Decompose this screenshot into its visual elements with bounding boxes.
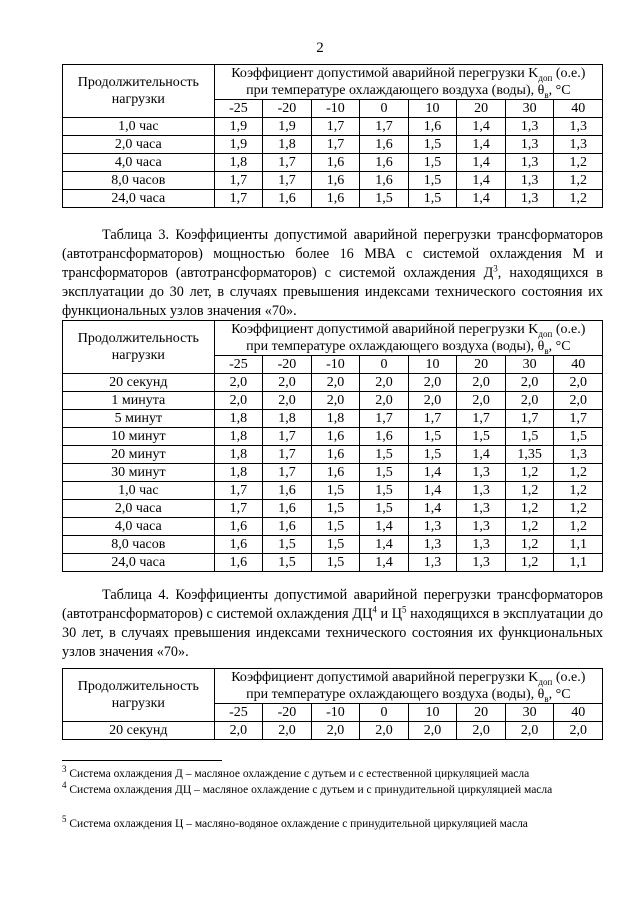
value-cell: 2,0	[214, 392, 263, 410]
table-row	[63, 410, 603, 428]
value-cell: 1,7	[505, 410, 554, 428]
value-cell: 1,5	[505, 428, 554, 446]
value-cell: 1,5	[408, 136, 457, 154]
value-cell: 1,3	[408, 536, 457, 554]
table-row	[63, 518, 603, 536]
temperature-cell: 10	[408, 704, 457, 722]
value-cell: 1,7	[214, 482, 263, 500]
value-cell: 1,6	[311, 172, 360, 190]
temperature-cell: -20	[263, 100, 312, 118]
table-row	[63, 172, 603, 190]
table-3	[62, 320, 603, 572]
value-cell: 2,0	[505, 392, 554, 410]
footnote-separator	[62, 760, 222, 761]
value-cell: 2,0	[408, 374, 457, 392]
value-cell: 1,5	[311, 536, 360, 554]
table-row	[63, 428, 603, 446]
temperature-cell: 30	[505, 704, 554, 722]
row-label: 20 минут	[63, 446, 215, 464]
value-cell: 1,5	[360, 482, 409, 500]
temperature-cell: 20	[457, 100, 506, 118]
value-cell: 1,5	[263, 554, 312, 572]
value-cell: 1,8	[214, 464, 263, 482]
row-label: 20 секунд	[63, 374, 215, 392]
temperature-cell: 0	[360, 356, 409, 374]
temperature-cell: -25	[214, 704, 263, 722]
header-row	[63, 321, 603, 356]
value-cell: 1,2	[505, 518, 554, 536]
table-row	[63, 464, 603, 482]
value-cell: 1,3	[457, 536, 506, 554]
value-cell: 1,4	[457, 446, 506, 464]
value-cell: 1,2	[505, 536, 554, 554]
value-cell: 1,6	[311, 190, 360, 208]
table-row	[63, 136, 603, 154]
table-row	[63, 722, 603, 740]
value-cell: 1,5	[408, 172, 457, 190]
table-row	[63, 554, 603, 572]
value-cell: 1,7	[311, 118, 360, 136]
value-cell: 1,5	[360, 446, 409, 464]
value-cell: 1,6	[263, 518, 312, 536]
value-cell: 1,2	[554, 500, 603, 518]
value-cell: 1,3	[457, 518, 506, 536]
value-cell: 1,7	[263, 172, 312, 190]
value-cell: 1,3	[554, 446, 603, 464]
value-cell: 2,0	[554, 374, 603, 392]
table-row	[63, 374, 603, 392]
temperature-cell: -25	[214, 356, 263, 374]
value-cell: 1,7	[263, 446, 312, 464]
value-cell: 1,6	[360, 136, 409, 154]
temperature-cell: -25	[214, 100, 263, 118]
value-cell: 1,4	[360, 518, 409, 536]
value-cell: 1,2	[505, 500, 554, 518]
value-cell: 1,6	[311, 154, 360, 172]
value-cell: 1,6	[214, 518, 263, 536]
value-cell: 1,2	[505, 464, 554, 482]
value-cell: 1,5	[311, 482, 360, 500]
temperature-cell: 40	[554, 704, 603, 722]
value-cell: 2,0	[214, 722, 263, 740]
value-cell: 1,5	[457, 428, 506, 446]
value-cell: 2,0	[408, 392, 457, 410]
temperature-cell: 20	[457, 356, 506, 374]
row-label: 1,0 час	[63, 482, 215, 500]
value-cell: 1,8	[263, 136, 312, 154]
value-cell: 1,5	[408, 154, 457, 172]
value-cell: 1,7	[214, 190, 263, 208]
value-cell: 1,5	[360, 500, 409, 518]
value-cell: 1,4	[457, 154, 506, 172]
value-cell: 1,3	[457, 554, 506, 572]
row-label: 24,0 часа	[63, 554, 215, 572]
value-cell: 1,2	[554, 464, 603, 482]
temperature-cell: 10	[408, 356, 457, 374]
value-cell: 1,3	[554, 136, 603, 154]
value-cell: 2,0	[505, 374, 554, 392]
value-cell: 1,8	[263, 410, 312, 428]
value-cell: 2,0	[408, 722, 457, 740]
row-label: 1,0 час	[63, 118, 215, 136]
value-cell: 1,6	[311, 428, 360, 446]
value-cell: 1,7	[214, 172, 263, 190]
row-label: 8,0 часов	[63, 536, 215, 554]
value-cell: 1,6	[311, 446, 360, 464]
value-cell: 1,7	[360, 410, 409, 428]
value-cell: 2,0	[457, 722, 506, 740]
value-cell: 1,7	[214, 500, 263, 518]
temperature-cell: 0	[360, 100, 409, 118]
value-cell: 1,6	[214, 536, 263, 554]
temperature-cell: 20	[457, 704, 506, 722]
value-cell: 1,6	[263, 500, 312, 518]
table-4-caption: Таблица 4. Коэффициенты допустимой аварийной перегрузки трансформаторов (автотрансформаторов) с системой охлаждения $ДЦ^4$ и $Ц^5$ находящихся в эксплуатации до 30 лет, в случаях превышения индексами технического состояния их функциональных узлов значения «70».	[62, 587, 603, 660]
value-cell: 1,3	[457, 482, 506, 500]
value-cell: 2,0	[360, 392, 409, 410]
value-cell: 1,2	[505, 482, 554, 500]
duration-header: Продолжительность нагрузки	[63, 669, 215, 722]
value-cell: 1,1	[554, 554, 603, 572]
footnote-3: $^3$ Система охлаждения Д – масляное охлаждение с дутьем и с естественной циркуляцией масла	[62, 764, 530, 780]
value-cell: 1,5	[263, 536, 312, 554]
row-label: 4,0 часа	[63, 518, 215, 536]
value-cell: 1,7	[408, 410, 457, 428]
value-cell: 1,35	[505, 446, 554, 464]
value-cell: 1,4	[408, 482, 457, 500]
value-cell: 1,2	[554, 518, 603, 536]
value-cell: 1,2	[554, 154, 603, 172]
row-label: 30 минут	[63, 464, 215, 482]
value-cell: 1,6	[408, 118, 457, 136]
value-cell: 1,6	[263, 190, 312, 208]
value-cell: 2,0	[554, 392, 603, 410]
value-cell: 1,5	[554, 428, 603, 446]
value-cell: 1,2	[554, 190, 603, 208]
table-row	[63, 500, 603, 518]
row-label: 5 минут	[63, 410, 215, 428]
coefficient-header: Коэффициент допустимой аварийной перегрузки $K_{доп}$ (о.е.) при температуре охлаждающего воздуха (воды), $\theta_в$, °С	[214, 65, 602, 100]
duration-header: Продолжительность нагрузки	[63, 65, 215, 118]
value-cell: 1,6	[263, 482, 312, 500]
row-label: 8,0 часов	[63, 172, 215, 190]
value-cell: 1,7	[263, 428, 312, 446]
value-cell: 1,5	[360, 190, 409, 208]
temperature-cell: 0	[360, 704, 409, 722]
value-cell: 1,2	[554, 482, 603, 500]
coefficient-header: Коэффициент допустимой аварийной перегрузки $K_{доп}$ (о.е.) при температуре охлаждающего воздуха (воды), $\theta_в$, °С	[214, 321, 602, 356]
value-cell: 1,5	[408, 446, 457, 464]
value-cell: 1,3	[505, 118, 554, 136]
value-cell: 1,5	[408, 428, 457, 446]
temperature-cell: 40	[554, 356, 603, 374]
value-cell: 2,0	[554, 722, 603, 740]
value-cell: 1,5	[311, 518, 360, 536]
value-cell: 2,0	[505, 722, 554, 740]
value-cell: 1,5	[311, 500, 360, 518]
value-cell: 1,1	[554, 536, 603, 554]
value-cell: 1,8	[311, 410, 360, 428]
value-cell: 2,0	[457, 392, 506, 410]
value-cell: 1,4	[457, 118, 506, 136]
value-cell: 1,3	[505, 172, 554, 190]
value-cell: 1,4	[457, 172, 506, 190]
footnote-5: $^5$ Система охлаждения Ц – масляно-водяное охлаждение с принудительной циркуляцией масла	[62, 814, 528, 830]
value-cell: 1,2	[554, 172, 603, 190]
table-row	[63, 392, 603, 410]
value-cell: 2,0	[360, 722, 409, 740]
table-row	[63, 536, 603, 554]
value-cell: 2,0	[263, 722, 312, 740]
row-label: 2,0 часа	[63, 136, 215, 154]
table-4	[62, 668, 603, 740]
value-cell: 2,0	[311, 392, 360, 410]
value-cell: 2,0	[263, 374, 312, 392]
value-cell: 1,6	[214, 554, 263, 572]
header-row	[63, 65, 603, 100]
value-cell: 1,9	[214, 136, 263, 154]
value-cell: 1,4	[457, 190, 506, 208]
value-cell: 1,2	[505, 554, 554, 572]
temperature-cell: -10	[311, 356, 360, 374]
value-cell: 1,3	[505, 154, 554, 172]
table-row	[63, 154, 603, 172]
temperature-cell: 30	[505, 100, 554, 118]
value-cell: 1,7	[263, 464, 312, 482]
temperature-cell: -10	[311, 704, 360, 722]
value-cell: 1,7	[554, 410, 603, 428]
row-label: 2,0 часа	[63, 500, 215, 518]
value-cell: 1,7	[457, 410, 506, 428]
table-2	[62, 64, 603, 208]
value-cell: 1,8	[214, 446, 263, 464]
value-cell: 1,7	[360, 118, 409, 136]
value-cell: 1,4	[360, 554, 409, 572]
row-label: 20 секунд	[63, 722, 215, 740]
value-cell: 1,3	[457, 500, 506, 518]
value-cell: 1,6	[360, 172, 409, 190]
value-cell: 1,5	[311, 554, 360, 572]
table-row	[63, 446, 603, 464]
header-row	[63, 669, 603, 704]
temperature-cell: -10	[311, 100, 360, 118]
table-3-caption: Таблица 3. Коэффициенты допустимой аварийной перегрузки трансформаторов (автотрансформаторов) мощностью более 16 МВА с системой охлаждения М и трансформаторов (автотрансформаторов) с системой охлаждения $Д^3$, находящихся в эксплуатации до 30 лет, в случаях превышения индексами технического состояния их функциональных узлов значения «70».	[62, 227, 603, 319]
page-number: 2	[316, 40, 324, 56]
value-cell: 1,3	[505, 190, 554, 208]
value-cell: 1,7	[263, 154, 312, 172]
duration-header: Продолжительность нагрузки	[63, 321, 215, 374]
value-cell: 2,0	[311, 374, 360, 392]
temperature-cell: -20	[263, 356, 312, 374]
row-label: 4,0 часа	[63, 154, 215, 172]
value-cell: 2,0	[263, 392, 312, 410]
value-cell: 1,9	[214, 118, 263, 136]
temperature-cell: 10	[408, 100, 457, 118]
row-label: 24,0 часа	[63, 190, 215, 208]
value-cell: 1,3	[408, 554, 457, 572]
value-cell: 1,4	[408, 500, 457, 518]
temperature-cell: -20	[263, 704, 312, 722]
temperature-cell: 30	[505, 356, 554, 374]
temperature-cell: 40	[554, 100, 603, 118]
footnote-4: $^4$ Система охлаждения ДЦ – масляное охлаждение с дутьем и с принудительной циркуляцией масла	[62, 780, 553, 796]
value-cell: 2,0	[214, 374, 263, 392]
value-cell: 1,5	[408, 190, 457, 208]
value-cell: 1,4	[408, 464, 457, 482]
value-cell: 1,5	[360, 464, 409, 482]
row-label: 1 минута	[63, 392, 215, 410]
value-cell: 1,8	[214, 428, 263, 446]
value-cell: 2,0	[457, 374, 506, 392]
table-row	[63, 482, 603, 500]
value-cell: 1,3	[408, 518, 457, 536]
table-row	[63, 118, 603, 136]
value-cell: 1,6	[311, 464, 360, 482]
value-cell: 1,4	[360, 536, 409, 554]
value-cell: 1,6	[360, 154, 409, 172]
value-cell: 2,0	[311, 722, 360, 740]
value-cell: 1,7	[311, 136, 360, 154]
value-cell: 2,0	[360, 374, 409, 392]
value-cell: 1,4	[457, 136, 506, 154]
value-cell: 1,3	[505, 136, 554, 154]
value-cell: 1,3	[457, 464, 506, 482]
value-cell: 1,8	[214, 154, 263, 172]
value-cell: 1,9	[263, 118, 312, 136]
value-cell: 1,3	[554, 118, 603, 136]
value-cell: 1,6	[360, 428, 409, 446]
value-cell: 1,8	[214, 410, 263, 428]
table-row	[63, 190, 603, 208]
row-label: 10 минут	[63, 428, 215, 446]
coefficient-header: Коэффициент допустимой аварийной перегрузки $K_{доп}$ (о.е.) при температуре охлаждающего воздуха (воды), $\theta_в$, °С	[214, 669, 602, 704]
